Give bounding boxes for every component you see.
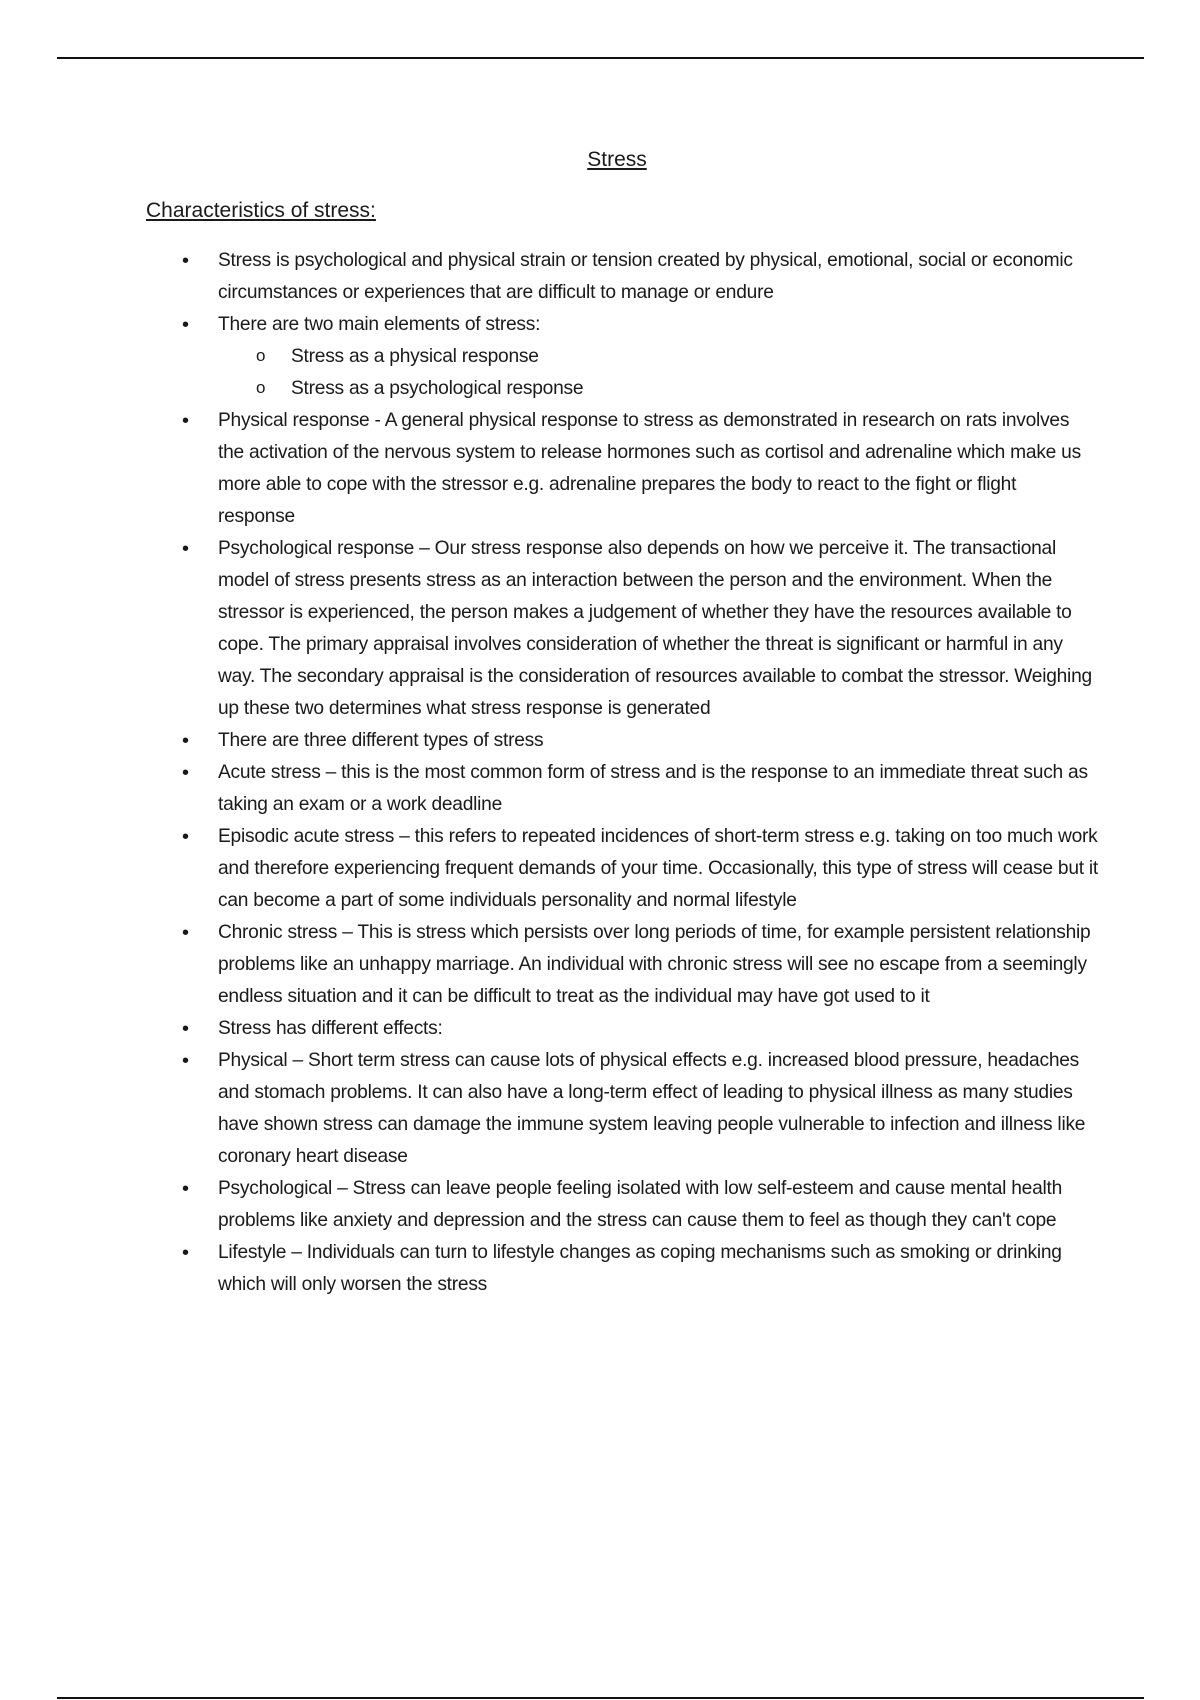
list-item: [0, 309, 1098, 405]
list-item: [0, 533, 1098, 725]
list-item: [0, 405, 1098, 533]
list-item-text: Stress is psychological and physical strain or tension created by physical, emotional, social or economic circumstances or experiences that are difficult to manage or endure: [218, 250, 1073, 303]
list-item: [0, 725, 1098, 757]
list-item-text: Acute stress – this is the most common form of stress and is the response to an immediate threat such as taking an exam or a work deadline: [218, 762, 1088, 815]
footer-rule: [57, 1697, 1144, 1699]
section-heading: Characteristics of stress:: [146, 199, 376, 222]
page-title: Stress: [587, 148, 647, 171]
list-item: [0, 917, 1098, 1013]
list-item-text: Physical – Short term stress can cause lots of physical effects e.g. increased blood pressure, headaches and stomach problems. It can also have a long-term effect of leading to physical illness as many studies have shown stress can damage the immune system leaving people vulnerable to infection and illness like coronary heart disease: [218, 1050, 1086, 1167]
sub-list-item-text: Stress as a psychological response: [291, 378, 584, 399]
list-item: [0, 1173, 1098, 1237]
list-item-text: There are three different types of stress: [218, 730, 544, 751]
list-item-text: Psychological – Stress can leave people feeling isolated with low self-esteem and cause mental health problems like anxiety and depression and the stress can cause them to feel as though they can't cope: [218, 1178, 1063, 1231]
list-item-text: Chronic stress – This is stress which persists over long periods of time, for example persistent relationship problems like an unhappy marriage. An individual with chronic stress will see no escape from a seemingly endless situation and it can be difficult to treat as the individual may have got used to it: [218, 922, 1091, 1007]
list-item: [0, 1237, 1098, 1301]
list-item-text: Physical response - A general physical response to stress as demonstrated in research on rats involves the activation of the nervous system to release hormones such as cortisol and adrenaline which make us more able to cope with the stressor e.g. adrenaline prepares the body to react to the fight or flight response: [218, 410, 1081, 527]
list-item-text: Stress has different effects:: [218, 1018, 443, 1039]
list-item-text: Lifestyle – Individuals can turn to lifestyle changes as coping mechanisms such as smoking or drinking which will only worsen the stress: [218, 1242, 1062, 1295]
list-item: [0, 245, 1098, 309]
sub-list-item: [218, 373, 1098, 405]
list-item-text: There are two main elements of stress:: [218, 314, 541, 335]
list-item: [0, 1045, 1098, 1173]
sub-list-item: [218, 341, 1098, 373]
header-rule: [57, 57, 1144, 59]
list-item: [0, 1013, 1098, 1045]
list-item-text: Psychological response – Our stress response also depends on how we perceive it. The transactional model of stress presents stress as an interaction between the person and the environment. When the stressor is experienced, the person makes a judgement of whether they have the resources available to cope. The primary appraisal involves consideration of whether the threat is significant or harmful in any way. The secondary appraisal is the consideration of resources available to combat the stressor. Weighing up these two determines what stress response is generated: [218, 538, 1092, 719]
bullet-list: [0, 245, 1200, 1301]
list-item: [0, 821, 1098, 917]
document-body: [0, 245, 1200, 1301]
sub-list-item-text: Stress as a physical response: [291, 346, 539, 367]
sub-bullet-list: [218, 341, 1098, 405]
list-item: [0, 757, 1098, 821]
list-item-text: Episodic acute stress – this refers to repeated incidences of short-term stress e.g. taking on too much work and therefore experiencing frequent demands of your time. Occasionally, this type of stress will cease but it can become a part of some individuals personality and normal lifestyle: [218, 826, 1098, 911]
